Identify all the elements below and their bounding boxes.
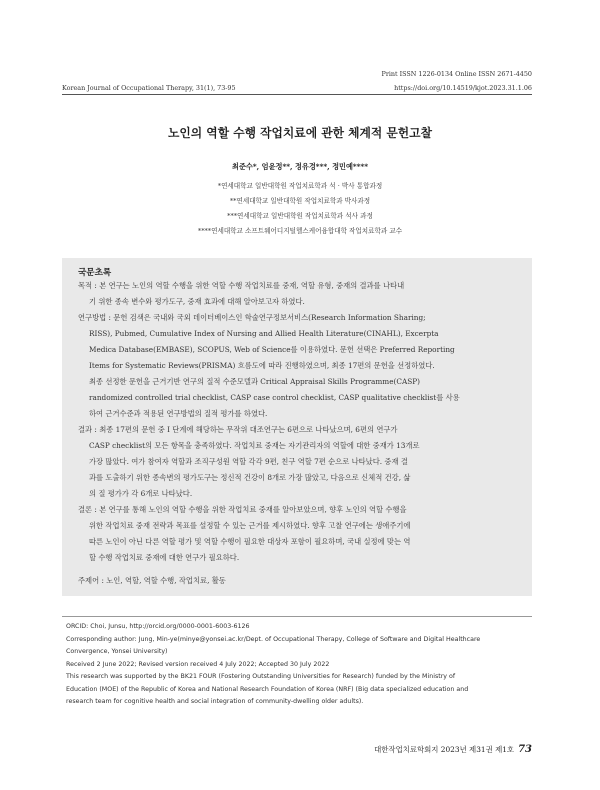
abstract-line: 결론 : 본 연구를 통해 노인의 역할 수행을 위한 작업치료 중재를 알아보았으며, 향후 노인의 역할 수행을 — [78, 505, 407, 514]
abstract-line: Medica Database(EMBASE), SCOPUS, Web of Science를 이용하였다. 문헌 선택은 Preferred Reporting — [89, 345, 455, 354]
footnote-corresponding-author-cont: Convergence, Yonsei University) — [66, 648, 168, 655]
abstract-line: 할 수행 작업치료 중재에 대한 연구가 필요하다. — [89, 553, 240, 562]
footnote-rule — [62, 616, 532, 617]
abstract-line: 하여 근거수준과 적용된 연구방법의 질적 평가를 하였다. — [89, 409, 268, 418]
abstract-line: 의 질 평가가 각 6개로 나타났다. — [89, 489, 193, 498]
footer-journal: 대한작업치료학회지 2023년 제31권 제1호 — [374, 745, 515, 754]
abstract-line: RISS), Pubmed, Cumulative Index of Nursing and Allied Health Literature(CINAHL), Excerpta — [89, 329, 439, 338]
abstract-line: 따른 노인이 아닌 다른 역할 평가 및 역할 수행이 필요한 대상자 포함이 필요하며, 국내 실정에 맞는 역 — [89, 537, 411, 546]
footnote-funding-cont: Education (MOE) of the Republic of Korea and National Research Foundation of Korea (NRF) (Big data specialized education and — [66, 686, 469, 693]
keywords: 주제어 : 노인, 역할, 역할 수행, 작업치료, 활동 — [78, 576, 226, 585]
abstract-line: 과를 도출하기 위한 종속변의 평가도구는 정신적 건강이 8개로 가장 많았고, 다음으로 신체적 건강, 삶 — [89, 473, 411, 482]
affiliation-2: **연세대학교 일반대학원 작업치료학과 박사과정 — [229, 197, 371, 205]
page-number: 73 — [518, 744, 532, 755]
footnote-corresponding-author: Corresponding author: Jung, Min-ye(minye@yonsei.ac.kr/Dept. of Occupational Therapy, College of Software and Digital Healthcare — [66, 636, 481, 643]
abstract-heading: 국문초록 — [78, 268, 112, 278]
affiliation-4: ****연세대학교 소프트웨어디지털헬스케어융합대학 작업치료학과 교수 — [197, 227, 403, 235]
affiliation-3: ***연세대학교 일반대학원 작업치료학과 석사 과정 — [227, 212, 373, 220]
footnote-orcid: ORCID: Choi, Junsu, http://orcid.org/0000-0001-6003-6126 — [66, 623, 250, 630]
issn-line: Print ISSN 1226-0134 Online ISSN 2671-4450 — [381, 70, 532, 78]
affiliation-1: *연세대학교 일반대학원 작업치료학과 석 · 박사 통합과정 — [217, 182, 383, 190]
header-rule — [62, 94, 532, 95]
footnote-funding: This research was supported by the BK21 FOUR (Fostering Outstanding Universities for Research) funded by the Ministry of — [66, 673, 456, 680]
abstract-line: randomized controlled trial checklist, CASP case control checklist, CASP qualitative checklist를 사용 — [89, 393, 460, 402]
abstract-line: 연구방법 : 문헌 검색은 국내와 국외 데이터베이스인 학술연구정보서비스(Research Information Sharing; — [78, 313, 426, 322]
footnote-funding-cont: research team for cognitive health and social integration of community-dwelling older adults). — [66, 698, 364, 705]
journal-citation: Korean Journal of Occupational Therapy, 31(1), 73-95 — [62, 84, 236, 92]
abstract-line: 결과 : 최종 17편의 문헌 중 I 단계에 해당하는 무작위 대조연구는 6편으로 나타났으며, 6편의 연구가 — [78, 425, 398, 434]
abstract-line: Items for Systematic Reviews(PRISMA) 흐름도에 따라 진행하였으며, 최종 17편의 문헌을 선정하였다. — [89, 361, 435, 370]
abstract-line: 목적 : 본 연구는 노인의 역할 수행을 위한 역할 수행 작업치료를 중재, 역할 유형, 중재의 결과를 나타내 — [78, 281, 405, 290]
doi-link[interactable]: https://doi.org/10.14519/kjot.2023.31.1.06 — [394, 84, 532, 92]
footnote-received: Received 2 June 2022; Revised version received 4 July 2022; Accepted 30 July 2022 — [66, 661, 330, 668]
page-footer — [374, 744, 532, 755]
abstract-line: 위한 작업치료 중재 전략과 목표를 설정할 수 있는 근거를 제시하였다. 향후 고찰 연구에는 생애주기에 — [89, 521, 411, 530]
abstract-line: CASP checklist의 모든 항목을 충족하였다. 작업치료 중재는 자기관리자의 역할에 대한 중재가 13개로 — [89, 441, 420, 450]
abstract-line: 기 위한 종속 변수와 평가도구, 중재 효과에 대해 알아보고자 하였다. — [89, 297, 305, 306]
abstract-line: 가장 많았다. 여가 참여자 역할과 조직구성원 역할 각각 9편, 친구 역할 7편 순으로 나타났다. 중재 결 — [89, 457, 408, 466]
page-title: 노인의 역할 수행 작업치료에 관한 체계적 문헌고찰 — [168, 126, 432, 140]
author-list: 최준수*, 엄윤정**, 정유경***, 정민예**** — [232, 162, 368, 171]
abstract-line: 최종 선정한 문헌을 근거기반 연구의 질적 수준모델과 Critical Appraisal Skills Programme(CASP) — [89, 377, 420, 386]
